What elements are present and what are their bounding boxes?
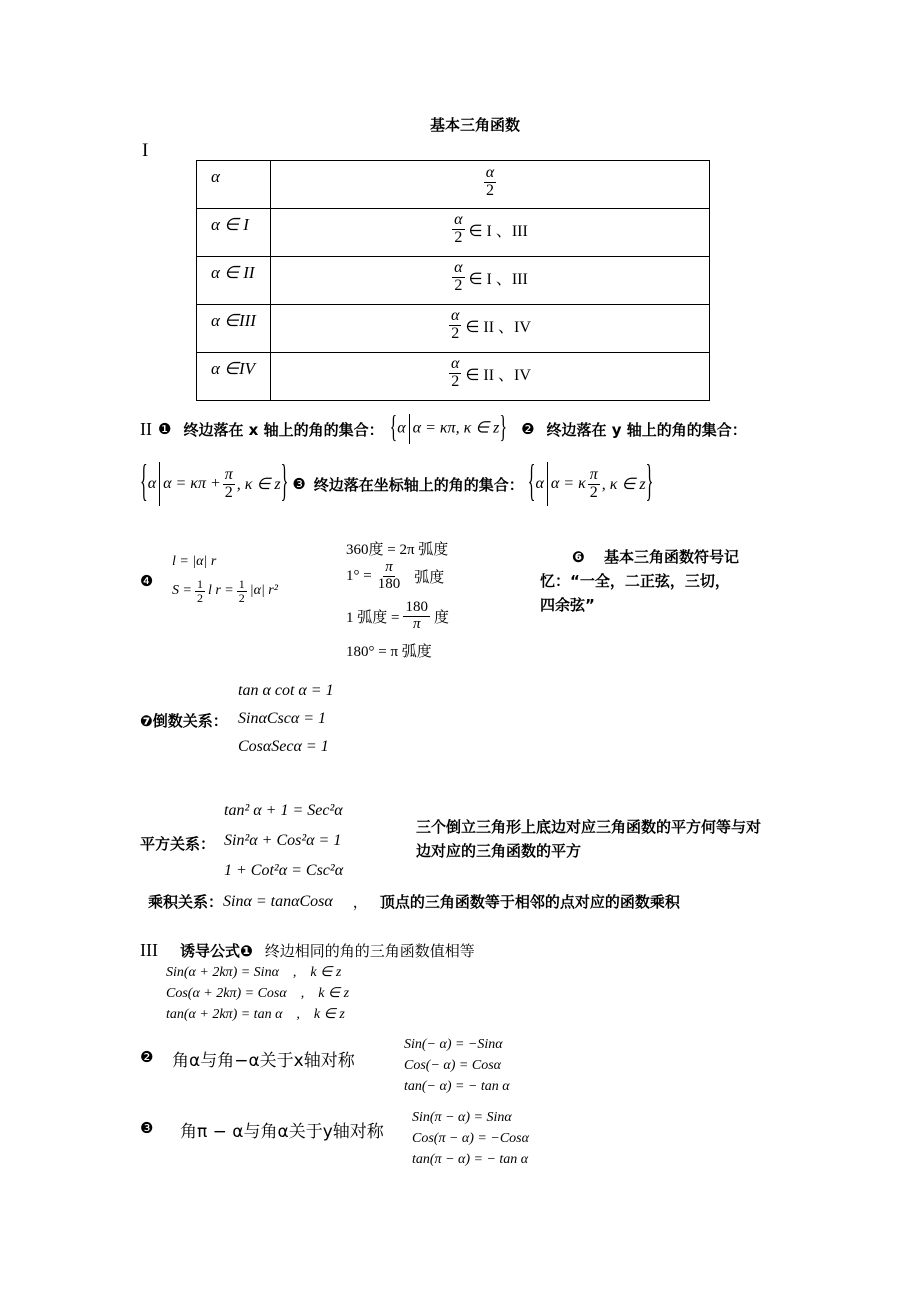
pi-minus-tan: tan(π − α) = − tan α	[412, 1152, 529, 1167]
sector-area-formula: S = $\frac{1}{2}$ l r = $\frac{1}{2}$ |α| r²	[172, 577, 278, 605]
arc-length-formula: l = |α| r	[172, 554, 217, 569]
table-cell-quadrant: α ∈III	[197, 305, 271, 353]
neg-sin: Sin(− α) = −Sinα	[404, 1037, 503, 1052]
square-label: 平方关系：	[140, 835, 216, 853]
square-sin-cos: Sin²α + Cos²α = 1	[224, 832, 342, 849]
section-i-label: I	[142, 140, 149, 161]
y-axis-set-formula: { α α = κπ + $\frac{\pi}{2}$ , κ ∈ z }	[140, 458, 289, 507]
section-ii-line2	[140, 458, 654, 507]
bullet-iii-2: ❷	[140, 1048, 154, 1066]
period-sin: Sin(α + 2kπ) = Sinα , k ∈ z	[166, 965, 342, 980]
product-line	[148, 891, 680, 912]
square-cot-csc: 1 + Cot²α = Csc²α	[224, 862, 344, 879]
bullet-6: ❻	[572, 548, 585, 566]
bullet-2: ❷	[521, 420, 535, 438]
table-cell-quadrant: α ∈ I	[197, 209, 271, 257]
y-axis-symmetry-text: 角π − α与角α关于y轴对称	[180, 1122, 384, 1142]
induction-title: 诱导公式❶	[179, 942, 253, 960]
table-row	[197, 209, 710, 257]
table-row	[197, 353, 710, 401]
recip-label: ❼倒数关系：	[140, 712, 228, 730]
square-note-line1: 三个倒立三角形上底边对应三角函数的平方何等与对	[416, 818, 762, 836]
x-axis-set-text: 终边落在 x 轴上的角的集合：	[183, 420, 384, 439]
conversion-360: 360度 = 2π 弧度	[346, 542, 449, 558]
table-row	[197, 161, 710, 209]
pi-minus-sin: Sin(π − α) = Sinα	[412, 1110, 512, 1125]
product-formula: Sinα = tanαCosα	[223, 892, 333, 910]
table-cell-quadrant: α ∈IV	[197, 353, 271, 401]
recip-sin-csc: SinαCscα = 1	[238, 710, 327, 727]
axes-set-formula: { α α = κ $\frac{\pi}{2}$ , κ ∈ z }	[527, 458, 654, 507]
section-iii-header	[140, 940, 475, 961]
bullet-3: ❸	[292, 475, 306, 493]
memo-line3: 四余弦”	[540, 596, 595, 614]
table-row	[197, 257, 710, 305]
x-axis-symmetry-text: 角α与角−α关于x轴对称	[172, 1051, 355, 1071]
conversion-180: 180° = π 弧度	[346, 644, 432, 660]
table-header-alpha: α	[197, 161, 271, 209]
x-axis-set-formula: {α α = κπ, κ ∈ z}	[389, 411, 508, 445]
product-label: 乘积关系：	[148, 893, 224, 911]
section-ii-line1	[140, 411, 747, 445]
pi-minus-cos: Cos(π − α) = −Cosα	[412, 1131, 529, 1146]
table-cell-half-quadrant: $\frac{\alpha}{2}$ ∈ I 、III	[271, 257, 710, 305]
bullet-1: ❶	[158, 420, 172, 438]
product-separator: ，	[352, 893, 368, 911]
section-iii-label: III	[140, 940, 158, 960]
y-axis-set-text: 终边落在 y 轴上的角的集合：	[546, 420, 747, 439]
table-cell-quadrant: α ∈ II	[197, 257, 271, 305]
induction-desc: 终边相同的角的三角函数值相等	[264, 942, 475, 960]
table-cell-half-quadrant: $\frac{\alpha}{2}$ ∈ II 、IV	[271, 305, 710, 353]
table-row	[197, 305, 710, 353]
page-title: 基本三角函数	[430, 116, 521, 134]
recip-cos-sec: CosαSecα = 1	[238, 738, 329, 755]
period-tan: tan(α + 2kπ) = tan α , k ∈ z	[166, 1007, 345, 1022]
axes-set-text: 终边落在坐标轴上的角的集合：	[313, 475, 524, 494]
conversion-1deg: 1° = $\frac{\pi}{180}$ 弧度	[346, 559, 445, 592]
product-note: 顶点的三角函数等于相邻的点对应的函数乘积	[379, 893, 680, 911]
section-ii-label: II	[140, 418, 152, 439]
conversion-1rad: 1 弧度 = $\frac{180}{\pi}$ 度	[346, 599, 449, 632]
bullet-iii-3: ❸	[140, 1119, 154, 1137]
recip-tan-cot: tan α cot α = 1	[238, 682, 334, 699]
square-note-line2: 边对应的三角函数的平方	[416, 842, 582, 860]
table-cell-half-quadrant: $\frac{\alpha}{2}$ ∈ II 、IV	[271, 353, 710, 401]
memo-line2: 忆：“一全，二正弦，三切，	[540, 572, 730, 590]
memo-line1: ❻ 基本三角函数符号记	[572, 548, 739, 566]
neg-tan: tan(− α) = − tan α	[404, 1079, 510, 1094]
period-cos: Cos(α + 2kπ) = Cosα , k ∈ z	[166, 986, 350, 1001]
bullet-4: ❹	[140, 572, 154, 590]
half-angle-table	[196, 160, 710, 401]
table-cell-half-quadrant: $\frac{\alpha}{2}$ ∈ I 、III	[271, 209, 710, 257]
table-header-half: $\frac{\alpha}{2}$	[271, 161, 710, 209]
neg-cos: Cos(− α) = Cosα	[404, 1058, 501, 1073]
square-tan-sec: tan² α + 1 = Sec²α	[224, 802, 343, 819]
